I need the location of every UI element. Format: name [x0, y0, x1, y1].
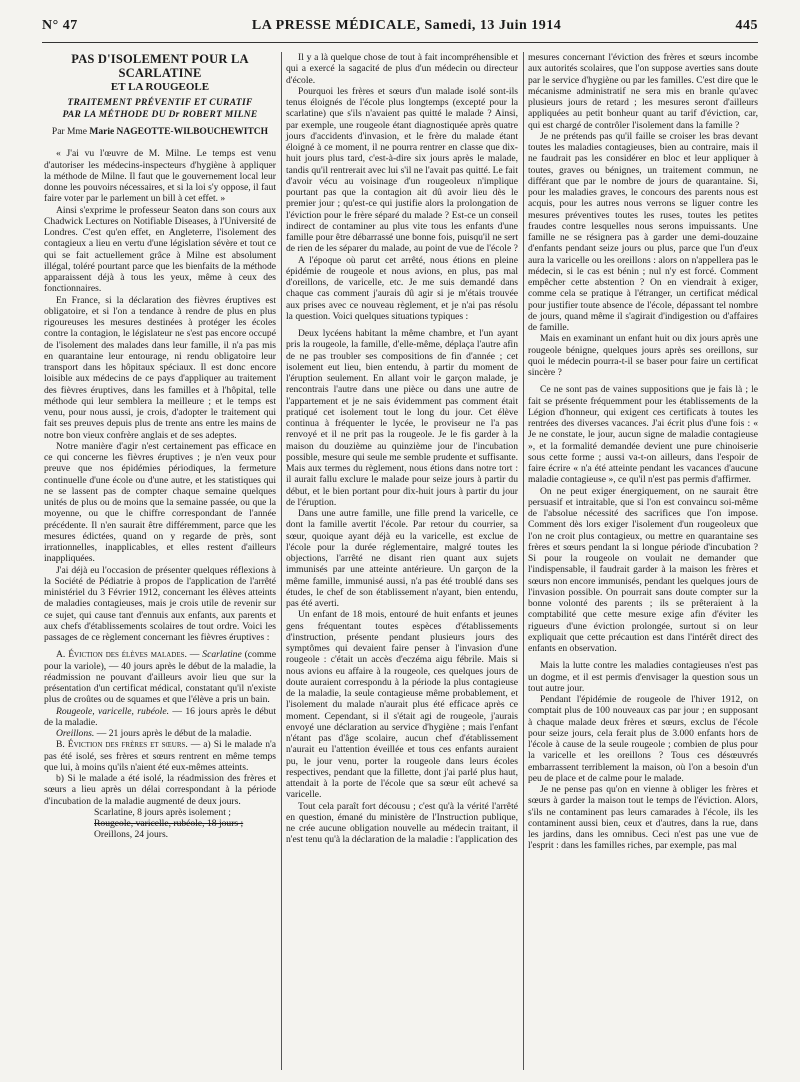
- paragraph: Ce ne sont pas de vaines suppositions que je fais là ; le fait se présente fréquemment pour les établissements de la Légion d'honneur, qui exigent ces certificats à toutes les rentrées des diverses vacances. J'ai écrit plus d'une fois : « Je ne constate, le jour, aucun signe de maladie contagieuse », et la formalité demandée devient une pure chinoiserie sous cette forme ; aussi va-t-on ailleurs, dans l'espoir de faire écrire « n'a été atteinte pendant les vacances d'aucune maladie contagieuse », ce qu'il n'est pas permis d'affirmer.: [528, 384, 758, 486]
- scarlatine-label: Scarlatine: [202, 649, 242, 661]
- paragraph: On ne peut exiger énergiquement, on ne saurait être persuasif et intraitable, que si l'on est convaincu soi-même de l'absolue nécessité des sacrifices que l'on impose. Comment dès lors exiger l'isolement d'un rougeoleux que l'on ne croit plus contagieux, ou mettre en quarantaine ses frères et sœurs pendant la si longue période d'incubation ? Si pour la rougeole on voulait ne demander que l'indispensable, il faudrait garder à la maison les frères et sœurs non encore immunisés, pendant les quelques jours de l'invasion possible. On pourrait sans doute compter sur la bonne volonté des parents ; ils se prêteraient à la comptabilité que cette mesure exige afin d'éviter les rigueurs d'une éviction prolongée, surtout si on leur expliquait que cette précaution est dans l'intérêt direct des enfants en observation.: [528, 485, 758, 654]
- column-divider-1: [281, 52, 282, 1070]
- paragraph: Je ne pense pas qu'on en vienne à obliger les frères et sœurs à garder la maison tout le temps de l'éviction. Alors, s'ils ne contaminent pas leurs camarades à l'école, ils les contaminent aussi bien, ceux et d'autres, dans la rue, dans les jardins, dans les omnibus. Ceci n'est pas une vue de l'esprit : dans les familles riches, par exemple, pas mal: [528, 784, 758, 852]
- oreillons-label: Oreillons.: [56, 728, 95, 739]
- paragraph: Tout cela paraît fort décousu ; c'est qu'à la vérité l'arrêté en question, émané du ministère de l'Instruction publique, ne crée aucune obligation nouvelle au médecin traitant, il n'est tenu qu'à la déclaration de la maladie : l'application des: [286, 800, 518, 846]
- paragraph: Ainsi s'exprime le professeur Seaton dans son cours aux Chadwick Lectures on Notifiable Diseases, à l'Université de Londres. C'est qu'en effet, en Angleterre, l'isolement des contagieux a lieu en vertu d'une législation sévère et tout ce qui se fait actuellement grâce à Milne est absolument illégal, toléré pourtant parce que les bienfaits de la méthode apparaissent déjà à tous les yeux, même à ceux des fonctionnaires.: [44, 204, 276, 295]
- paragraph: Il y a là quelque chose de tout à fait incompréhensible et qui a exercé la sagacité de plus d'un médecin ou directeur d'école.: [286, 52, 518, 86]
- section-b: [44, 739, 276, 773]
- journal-title: LA PRESSE MÉDICALE, Samedi, 13 Juin 1914: [251, 18, 562, 33]
- paragraph: Mais la lutte contre les maladies contagieuses n'est pas un dogme, et il est permis d'envisager la question sous un tout autre jour.: [528, 660, 758, 694]
- byline-prefix: Par Mme: [51, 127, 88, 137]
- dash: —: [186, 649, 203, 661]
- author-name: Marie NAGEOTTE-WILBOUCHEWITCH: [89, 127, 269, 137]
- paragraph: A l'époque où parut cet arrêté, nous étions en pleine épidémie de rougeole et nous avions, en plus, pas mal d'oreillons, de varicelle, etc. Je me suis demandé dans chaque cas comment j'aurais dû agir si je m'étais trouvée aux prises avec ce nouveau règlement, et je n'ai pas résolu la question. Voici quelques situations typiques :: [286, 254, 518, 322]
- rougeole-text: — 16 jours après le début de la maladie.: [44, 705, 277, 728]
- rougeole-rule: [44, 706, 276, 729]
- paragraph: Deux lycéens habitant la même chambre, et l'un ayant pris la rougeole, la famille, d'elle-même, déplaça l'autre afin de ne pas troubler ses compositions de fin d'année ; cet isolement eut lieu, bien entendu, à partir du moment de l'éruption seulement. En allant voir le garçon malade, je rencontrais l'autre dans une pièce ou dans une autre de l'appartement et je ne sais évidemment pas comment était pratiqué cet isolement tout le long du jour. Cet élève continua à fréquenter le lycée, le proviseur ne l'a pas renvoyé et il ne prit pas la rougeole. Je le fis garder à la maison du douzième au quinzième jour de l'incubation possible, mesure qui seule me semble prudente et suffisante. Mais aux termes du règlement, nous étions dans notre tort : il aurait fallu exclure le malade pour seize jours à partir du début, et le bien portant pour dix-huit jours à partir du jour de l'éruption.: [286, 328, 518, 508]
- oreillons-rule: [44, 728, 276, 739]
- paragraph: mesures concernant l'éviction des frères et sœurs incombe aux autorités scolaires, que l'on suppose averties sans doute par le service d'hygiène ou par les familles. C'est dire que le mécanisme administratif ne sera mis en branle qu'avec plusieurs jours de retard ; les mesures seront d'ailleurs appliquées au petit bonheur quant au tarif d'éviction, car, qui est chargé de contrôler l'isolement dans la famille ?: [528, 52, 758, 131]
- section-b-text: — a) Si le malade n'a pas été isolé, ses frères et sœurs rentrent en même temps que lui, à moins qu'ils n'aient été eux-mêmes atteints.: [44, 739, 276, 773]
- column-2: [286, 52, 518, 846]
- paragraph: Je ne prétends pas qu'il faille se croiser les bras devant toutes les maladies contagieuses, bien au contraire, mais il ne faudrait pas les considérer en bloc et leur appliquer à toutes, graves ou bénignes, un traitement commun, ne différant que par le nombre de jours de quarantaine. Si, pour les maladies graves, le concours des parents nous est acquis, pour les autres nous verrons se liguer contre les mesures préventives toutes les ruses, toutes les petites fraudes contre lesquelles nous serons impuissants. Une famille ne se résignera pas à garder une demi-douzaine d'enfants pendant seize jours ou plus, parce que l'un d'eux aura la varicelle ou les oreillons : alors on n'appellera pas le médecin, si le cas est bénin ; nul n'y est forcé. Comment empêcher cette abstention ? On en viendrait à exiger, comme cela se pratique à l'étranger, un certificat médical pour justifier toute absence de l'école, dépassant tel nombre de jours, quand même il s'agirait d'indigestion ou d'affaires de famille.: [528, 130, 758, 333]
- article-title: PAS D'ISOLEMENT POUR LA SCARLATINE: [71, 52, 249, 80]
- article-subtitle: ET LA ROUGEOLE: [110, 81, 210, 93]
- paragraph: Pourquoi les frères et sœurs d'un malade isolé sont-ils tenus éloignés de l'école plus longtemps (excepté pour la scarlatine) que s'ils n'avaient pas quitté le malade ? Ainsi, par exemple, une rougeole étant diagnostiquée après quatre jours d'accidents d'invasion, et le frère du malade étant éloigné à ce moment, il ne pourra rentrer en classe que dix-huit jours plus tard, c'est-à-dire six jours après le malade, tandis qu'il rentrerait avec lui s'il ne l'avait pas quitté. Le fait d'avoir vécu au voisinage d'un rougeoleux n'implique pourtant pas que la contagion ait dû avoir lieu dès le premier jour ; qu'est-ce qui justifie alors la prolongation de l'éviction pour le frère séparé du malade ? Est-ce un conseil indirect de contaminer au plus vite tous les enfants d'une famille pour être débarrassé une bonne fois, puisqu'il ne sert de rien de les séparer du malade, au point de vue de l'école ?: [286, 85, 518, 255]
- list-item: Oreillons, 24 jours.: [94, 829, 169, 841]
- paragraph: Notre manière d'agir n'est certainement pas efficace en ce qui concerne les fièvres éruptives ; je n'en veux pour preuve que nos épidémies périodiques, la fermeture continuelle d'une école ou d'une autre, et les statistiques qui ne se lassent pas de compter chaque semaine quelques unités de plus ou de moins que la semaine passée, ou que la moyenne, ou que le chiffre correspondant de l'année précédente. Il n'en saurait être différemment, parce que les mesures édictées, quand on y regarde de près, sont irrationnelles, inapplicables, et elles restent d'ailleurs inappliquées.: [44, 440, 276, 565]
- article-subtitle-line1: TRAITEMENT PRÉVENTIF ET CURATIF: [67, 98, 253, 108]
- section-b-sub: b) Si le malade a été isolé, la réadmission des frères et sœurs a lieu après un délai correspondant à la période d'incubation de la maladie augmenté de deux jours.: [44, 773, 276, 807]
- paragraph: « J'ai vu l'œuvre de M. Milne. Le temps est venu d'autoriser les médecins-inspecteurs d'hygiène à appliquer la méthode de Milne. Il faut que le gouvernement local leur donne les pouvoirs nécessaires, et si la loi s'y oppose, il faut faire voter par le parlement un bill à cet effet. »: [44, 148, 276, 205]
- paragraph: J'ai déjà eu l'occasion de présenter quelques réflexions à la Société de Pédiatrie à propos de l'application de l'arrêté ministériel du 3 Février 1912, concernant les élèves atteints de maladies contagieuses, mais je crois utile de revenir sur ce sujet, qui cause tant d'ennuis aux enfants, aux parents et aux chefs d'établissements scolaires de tout ordre. Voici les passages de ce règlement concernant les fièvres éruptives :: [44, 564, 276, 643]
- section-a-text: (comme pour la variole), — 40 jours après le début de la maladie, la réadmission ne pouvant d'ailleurs avoir lieu que sur la présentation d'un certificat médical, constatant qu'il n'existe plus de croûtes ou de squames et que l'élève a pris un bain.: [44, 649, 277, 706]
- paragraph: En France, si la déclaration des fièvres éruptives est obligatoire, et si l'on a tendance à rendre de plus en plus rigoureuses les mesures destinées à protéger les écoles contre la contagion, le législateur ne s'est pas encore occupé de l'isolement des malades dans leur famille, il n'a pas mis en quarantaine leur entourage, ni rendu obligatoire leur transport dans les hôpitaux spéciaux. Il est donc encore loisible aux médecins de ce pays d'appliquer au traitement des fièvres éruptives, dans les familles et à l'hôpital, telle méthode qui leur semblera la meilleure ; et le temps est venu, pour nous aussi, je crois, d'adopter le traitement qui fait ses preuves depuis plus de trente ans entre les mains de notre bon vieux confrère anglais et de ses adeptes.: [44, 294, 276, 441]
- column-divider-2: [523, 52, 524, 1070]
- list-item: Rougeole, varicelle, rubéole, 18 jours ;: [94, 818, 244, 829]
- paragraph: Pendant l'épidémie de rougeole de l'hiver 1912, on comptait plus de 100 nouveaux cas par jour ; en supposant à chaque malade deux frères et sœurs, exclus de l'école pour seize jours, cela ferait plus de 3.000 enfants hors de l'école à cause de la seule rougeole ; combien de plus pour la varicelle et les oreillons ? Tous ces désœuvrés embarrassent terriblement la maison, où l'on a besoin d'un peu de place et de calme pour le malade.: [528, 694, 758, 784]
- section-b-label: B. Éviction des frères et sœurs.: [56, 739, 188, 751]
- page-header: [42, 18, 758, 40]
- byline: [44, 127, 276, 138]
- rougeole-label: Rougeole, varicelle, rubéole.: [56, 705, 170, 717]
- paragraph: Dans une autre famille, une fille prend la varicelle, ce dont la famille avertit l'école. Par retour du courrier, sa sœur, quoique ayant déjà eu la varicelle, est exclue de l'école pour la durée réglementaire, malgré toutes les objections, l'arrêté ne disant rien quant aux sujets immunisés par une atteinte antérieure. Un garçon de la même famille, immunisé aussi, n'a pas été troublé dans ses études, le chef de son établissement n'ayant, bien entendu, pas été averti.: [286, 508, 518, 609]
- column-1: [44, 52, 276, 841]
- paragraph: Mais en examinant un enfant huit ou dix jours après une rougeole bénigne, quelques jours après ses oreillons, sur quoi le médecin pourra-t-il se baser pour faire un certificat sincère ?: [528, 333, 758, 378]
- column-3: [528, 52, 758, 852]
- oreillons-text: — 21 jours après le début de la maladie.: [94, 728, 252, 739]
- issue-number: N° 47: [42, 18, 78, 33]
- section-a: [44, 649, 276, 705]
- list-item: Scarlatine, 8 jours après isolement ;: [94, 806, 231, 818]
- header-rule: [42, 42, 758, 43]
- page-number: 445: [735, 18, 758, 33]
- paragraph: Un enfant de 18 mois, entouré de huit enfants et jeunes gens fréquentant toutes espèces d'établissements d'instruction, présente pendant plusieurs jours des symptômes qui devaient faire penser à l'invasion d'une rougeole : c'était un accès d'eczéma aigu fébrile. Mais si nous avions eu affaire à la rougeole, ces quelques jours de doute auraient correspondu à la période la plus contagieuse de la maladie, la seule contagieuse même probablement, et l'isolement du malade n'aurait plus été efficace après ce moment. Cependant, si il s'était agi de rougeole, j'aurais envoyé une déclaration au service d'hygiène ; mais l'enfant n'étant pas d'âge scolaire, aucun chef d'établissement n'aurait eu l'attention éveillée et tous ces enfants auraient pu, le jour venu, porter la rougeole dans leurs écoles respectives, pendant que la fillette, dont j'ai parlé plus haut, attendait à la porte de l'école que sa sœur eût achevé sa varicelle.: [286, 609, 518, 801]
- section-a-label: A. Éviction des élèves malades.: [56, 649, 187, 661]
- article-subtitle-line2: PAR LA MÉTHODE DU Dr ROBERT MILNE: [62, 109, 258, 120]
